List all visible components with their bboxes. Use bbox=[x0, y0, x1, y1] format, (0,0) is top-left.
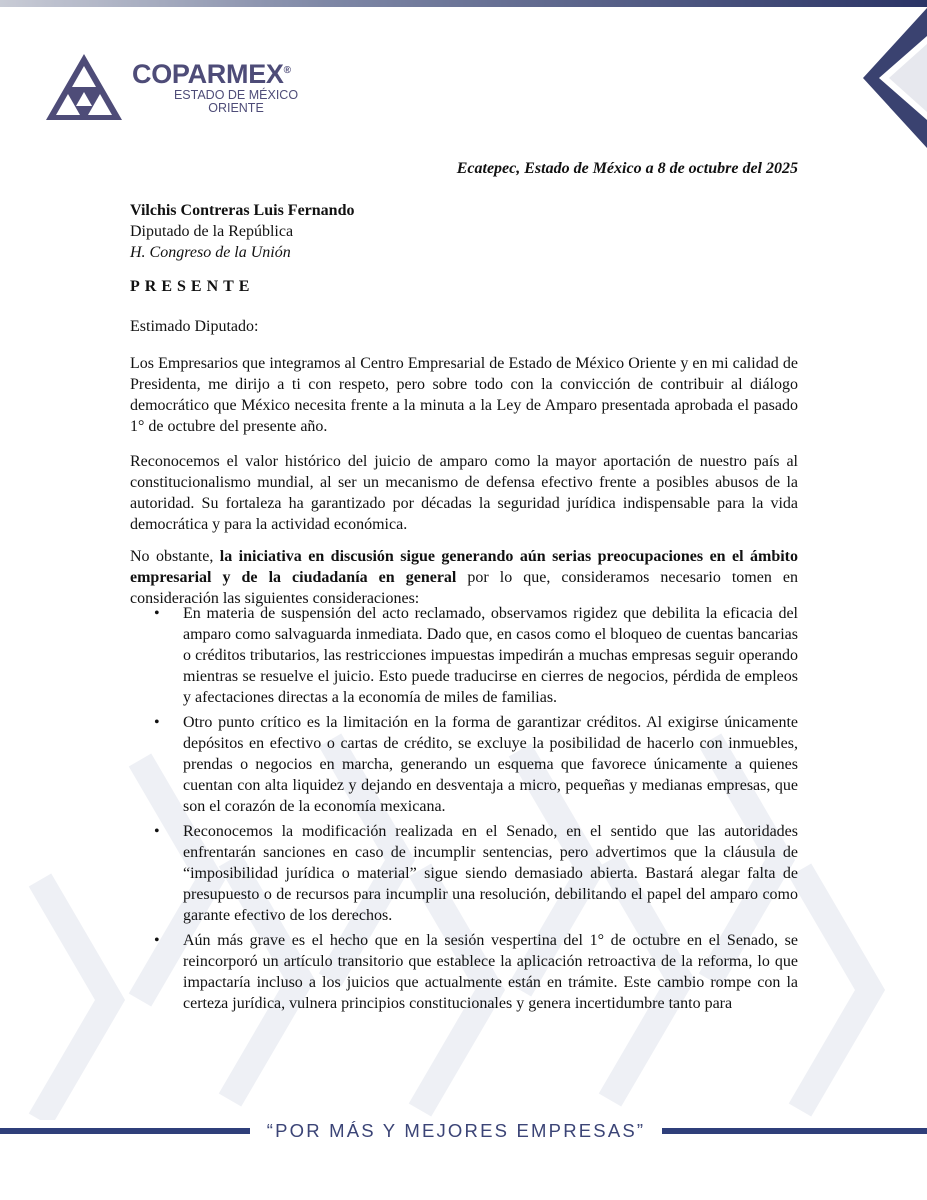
registered-mark: ® bbox=[283, 65, 291, 76]
date-line: Ecatepec, Estado de México a 8 de octubre del 2025 bbox=[456, 160, 798, 177]
paragraph-intro: Los Empresarios que integramos al Centro Empresarial de Estado de México Oriente y en mi calidad de Presidenta, me dirijo a ti con respeto, pero sobre todo con la convicción de contribuir al diálogo democrático que México necesita frente a la minuta a la Ley de Amparo presentada aprobada el pasado 1° de octubre del presente año. bbox=[130, 355, 798, 435]
paragraph-concerns bbox=[130, 546, 798, 609]
presente-heading: PRESENTE bbox=[130, 278, 255, 295]
list-item bbox=[130, 603, 798, 708]
logo-wordmark: COPARMEX® bbox=[132, 59, 291, 89]
bullet-icon: • bbox=[154, 605, 160, 622]
list-item bbox=[130, 930, 798, 1014]
list-item bbox=[130, 821, 798, 926]
list-item-text: Reconocemos la modificación realizada en el Senado, en el sentido que las autoridades enfrentarán sanciones en caso de incumplir sentencias, pero advertimos que la cláusula de “imposibilidad jurídica o material” sigue siendo demasiado abierta. Bastará alegar falta de presupuesto o de recursos para incumplir una resolución, debilitando el papel del amparo como garante efectivo de los derechos. bbox=[183, 823, 798, 924]
logo-subtitle-line2: ORIENTE bbox=[208, 101, 264, 115]
recipient-name: Vilchis Contreras Luis Fernando bbox=[130, 202, 355, 219]
list-item bbox=[130, 712, 798, 817]
footer-bar-right bbox=[662, 1128, 927, 1134]
list-item-text: En materia de suspensión del acto reclamado, observamos rigidez que debilita la eficacia del amparo como salvaguarda inmediata. Dado que, en casos como el bloqueo de cuentas bancarias o créditos tributarios, las restricciones impuestas impedirán a muchas empresas seguir operando mientras se resuelve el juicio. Esto puede traducirse en cierres de negocios, pérdida de empleos y afectaciones directas a la economía de miles de familias. bbox=[183, 605, 798, 706]
footer-slogan: “POR MÁS Y MEJORES EMPRESAS” bbox=[266, 1120, 646, 1141]
footer-bar-left bbox=[0, 1128, 250, 1134]
corner-chevron-decoration bbox=[827, 0, 927, 150]
paragraph-amparo-value: Reconocemos el valor histórico del juicio de amparo como la mayor aportación de nuestro país al constitucionalismo mundial, al ser un mecanismo de defensa efectivo frente a posibles abusos de la autoridad. Su fortaleza ha garantizado por décadas la seguridad jurídica indispensable para la vida democrática y para la actividad económica. bbox=[130, 453, 798, 533]
coparmex-triangle-logo-icon bbox=[44, 52, 124, 122]
paragraph-concerns-rest: por lo que, consideramos necesario tomen en consideración las siguientes consideraciones: bbox=[130, 569, 798, 607]
list-item-text: Aún más grave es el hecho que en la sesión vespertina del 1° de octubre en el Senado, se reincorporó un artículo transitorio que establece la aplicación retroactiva de la reforma, lo que impactaría incluso a los juicios que actualmente están en trámite. Este cambio rompe con la certeza jurídica, vulnera principios constitucionales y genera incertidumbre tanto para bbox=[183, 932, 798, 1012]
list-item-text: Otro punto crítico es la limitación en la forma de garantizar créditos. Al exigirse únicamente depósitos en efectivo o cartas de crédito, se excluye la posibilidad de hacerlo con inmuebles, prendas o negocios en marcha, generando un esquema que favorece únicamente a quienes cuentan con alta liquidez y dejando en desventaja a micro, pequeñas y medianas empresas, que son el corazón de la economía mexicana. bbox=[183, 714, 798, 815]
salutation: Estimado Diputado: bbox=[130, 318, 259, 335]
considerations-list bbox=[130, 603, 798, 1014]
recipient-title: Diputado de la República bbox=[130, 223, 294, 240]
logo-subtitle-line1: ESTADO DE MÉXICO bbox=[173, 88, 299, 102]
bullet-icon: • bbox=[154, 932, 160, 949]
bullet-icon: • bbox=[154, 714, 160, 731]
paragraph-concerns-bold: la iniciativa en discusión sigue generando aún serias preocupaciones en el ámbito empresarial y de la ciudadanía en general bbox=[130, 548, 799, 586]
coparmex-logo bbox=[44, 52, 314, 126]
paragraph-concerns-intro: No obstante, bbox=[130, 548, 220, 565]
top-gradient-bar bbox=[0, 0, 927, 7]
bullet-icon: • bbox=[154, 823, 160, 840]
recipient-organization: H. Congreso de la Unión bbox=[130, 244, 291, 261]
recipient-block bbox=[130, 200, 798, 263]
